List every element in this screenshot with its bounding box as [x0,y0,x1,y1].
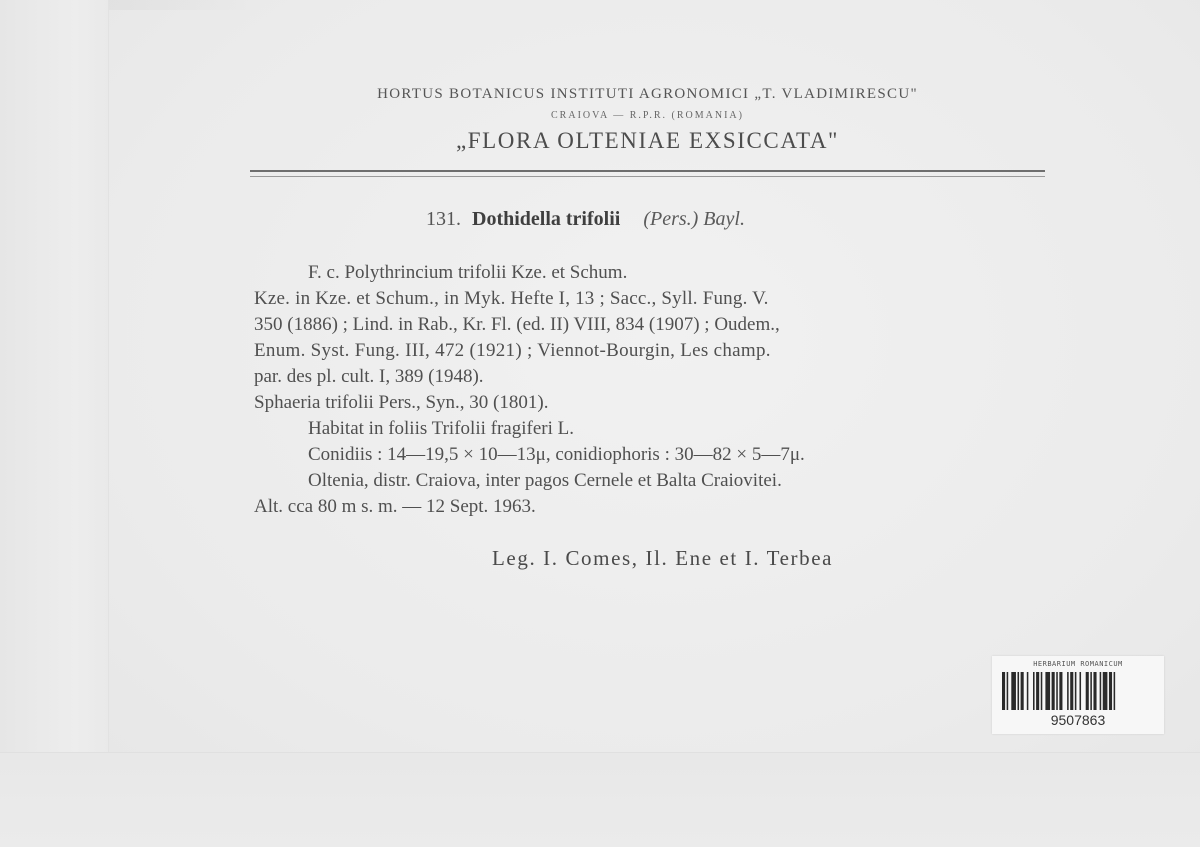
barcode-bar [1027,672,1029,710]
barcode-icon [1002,672,1154,710]
barcode-bar [1093,672,1096,710]
barcode-bar [1002,672,1005,710]
barcode-bar [1045,672,1050,710]
barcode-bar [1041,672,1043,710]
barcode-bar [1059,672,1062,710]
barcode-bar [1109,672,1112,710]
barcode-bar [1103,672,1108,710]
institution-heading: HORTUS BOTANICUS INSTITUTI AGRONOMICI „T. VLADIMIRESCU" [377,86,918,102]
barcode-sticker [992,656,1164,734]
barcode-number: 9507863 [1050,712,1106,728]
altitude-date-line: Alt. cca 80 m s. m. — 12 Sept. 1963. [254,496,536,517]
herbarium-label [250,80,1045,580]
citation-line: par. des pl. cult. I, 389 (1948). [254,366,484,387]
barcode-bar [1090,672,1092,710]
specimen-number: 131. [426,208,461,230]
barcode-bar [1021,672,1024,710]
taxon-line [426,208,745,231]
barcode-bar [1086,672,1089,710]
barcode-bar [1052,672,1055,710]
barcode-bar [1100,672,1102,710]
sheet-left-margin [0,0,109,846]
measurements-line: Conidiis : 14—19,5 × 10—13μ, conidiophoris : 30—82 × 5—7μ. [308,444,805,465]
synonym-line: F. c. Polythrincium trifolii Kze. et Schum. [308,262,628,283]
citation-line: Enum. Syst. Fung. III, 472 (1921) ; Viennot-Bourgin, Les champ. [254,340,771,361]
barcode-caption: HERBARIUM ROMANICUM [1033,660,1123,668]
barcode-bar [1036,672,1039,710]
taxon-name: Dothidella trifolii [472,208,621,230]
barcode-bar [1075,672,1077,710]
series-title: „FLORA OLTENIAE EXSICCATA" [455,128,840,153]
barcode-bar [1018,672,1020,710]
barcode-bar [1056,672,1058,710]
citation-line: Kze. in Kze. et Schum., in Myk. Hefte I, 13 ; Sacc., Syll. Fung. V. [254,288,769,309]
barcode-bar [1070,672,1073,710]
synonym-line: Sphaeria trifolii Pers., Syn., 30 (1801). [254,392,549,413]
locality-line: Oltenia, distr. Craiova, inter pagos Cernele et Balta Craiovitei. [308,470,782,491]
location-subheading: CRAIOVA — R.P.R. (ROMANIA) [551,110,744,121]
barcode-bar [1067,672,1069,710]
taxon-authority: (Pers.) Bayl. [643,208,745,230]
header-rule-thick [250,170,1045,172]
sheet-bottom-margin [0,752,1200,847]
header-rule-thin [250,176,1045,177]
collectors-line: Leg. I. Comes, Il. Ene et I. Terbea [492,546,834,570]
barcode-bar [1114,672,1116,710]
barcode-bar [1080,672,1082,710]
citation-line: 350 (1886) ; Lind. in Rab., Kr. Fl. (ed. II) VIII, 834 (1907) ; Oudem., [254,314,780,335]
barcode-bar [1011,672,1016,710]
barcode-bar [1007,672,1009,710]
habitat-line: Habitat in foliis Trifolii fragiferi L. [308,418,574,439]
barcode-bar [1033,672,1035,710]
